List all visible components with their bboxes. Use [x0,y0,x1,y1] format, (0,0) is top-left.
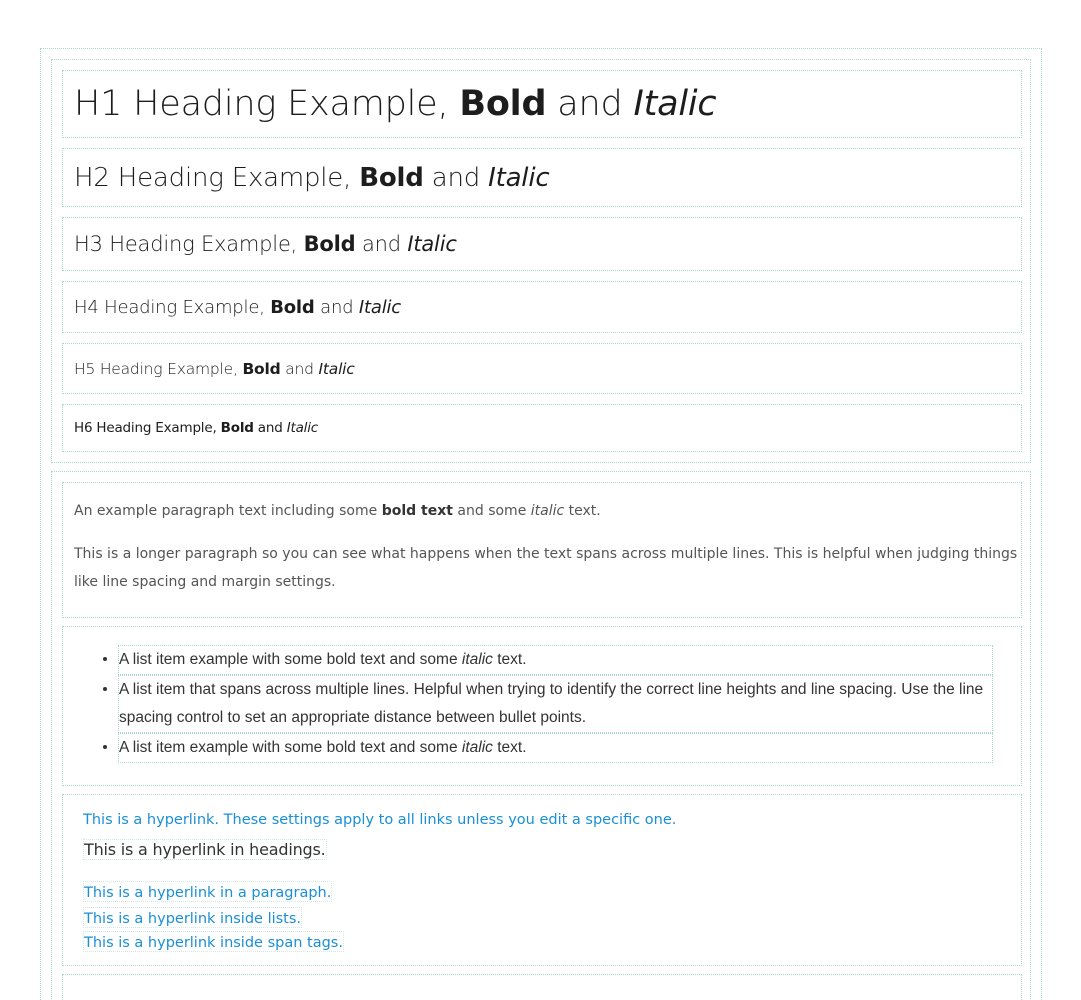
list-item: • A list item example with some bold text and some italic text. [118,733,993,763]
h6-box [62,404,1022,452]
paragraph-2: This is a longer paragraph so you can see what happens when the text spans across multiple lines. This is helpful when judging things like line spacing and margin settings. [74,546,1018,590]
h3-box [62,217,1022,271]
h2-box [62,148,1022,207]
hyperlink-in-paragraph[interactable]: This is a hyperlink in a paragraph. [84,885,332,901]
page-container [40,48,1042,1000]
h4-heading: H4 Heading Example, Bold and Italic [74,296,402,318]
headings-section [51,59,1031,463]
hyperlink-in-span[interactable]: This is a hyperlink inside span tags. [84,935,343,951]
paragraphs-box [62,482,1022,618]
hyperlink-in-list[interactable]: This is a hyperlink inside lists. [84,911,302,927]
h2-heading: H2 Heading Example, Bold and Italic [74,162,550,193]
paragraph-link-box [83,881,332,902]
hyperlink-general[interactable]: This is a hyperlink. These settings apply to all links unless you edit a specific one. [83,812,677,828]
h1-heading: H1 Heading Example, Bold and Italic [74,84,717,124]
span-link-box [83,931,344,952]
h6-heading: H6 Heading Example, Bold and Italic [74,420,318,436]
next-box [62,974,1022,1000]
h4-box [62,281,1022,333]
hyperlink-in-heading[interactable]: This is a hyperlink in headings. [84,840,326,859]
h3-heading: H3 Heading Example, Bold and Italic [74,232,457,256]
h5-box [62,343,1022,394]
bullet-list [118,645,993,763]
h5-heading: H5 Heading Example, Bold and Italic [74,359,355,378]
list-item: • A list item example with some bold text and some italic text. [118,645,993,675]
paragraph-1: An example paragraph text including some bold text and some italic text. [74,503,601,519]
content-section [51,471,1031,1000]
list-box [62,626,1022,786]
list-item: • A list item that spans across multiple lines. Helpful when trying to identify the correct line heights and line spacing. Use the line spacing control to set an appropriate distance between bullet points. [118,675,993,733]
list-link-box [83,907,302,928]
heading-link-box [83,839,327,860]
links-box [62,794,1022,966]
h1-box [62,70,1022,138]
